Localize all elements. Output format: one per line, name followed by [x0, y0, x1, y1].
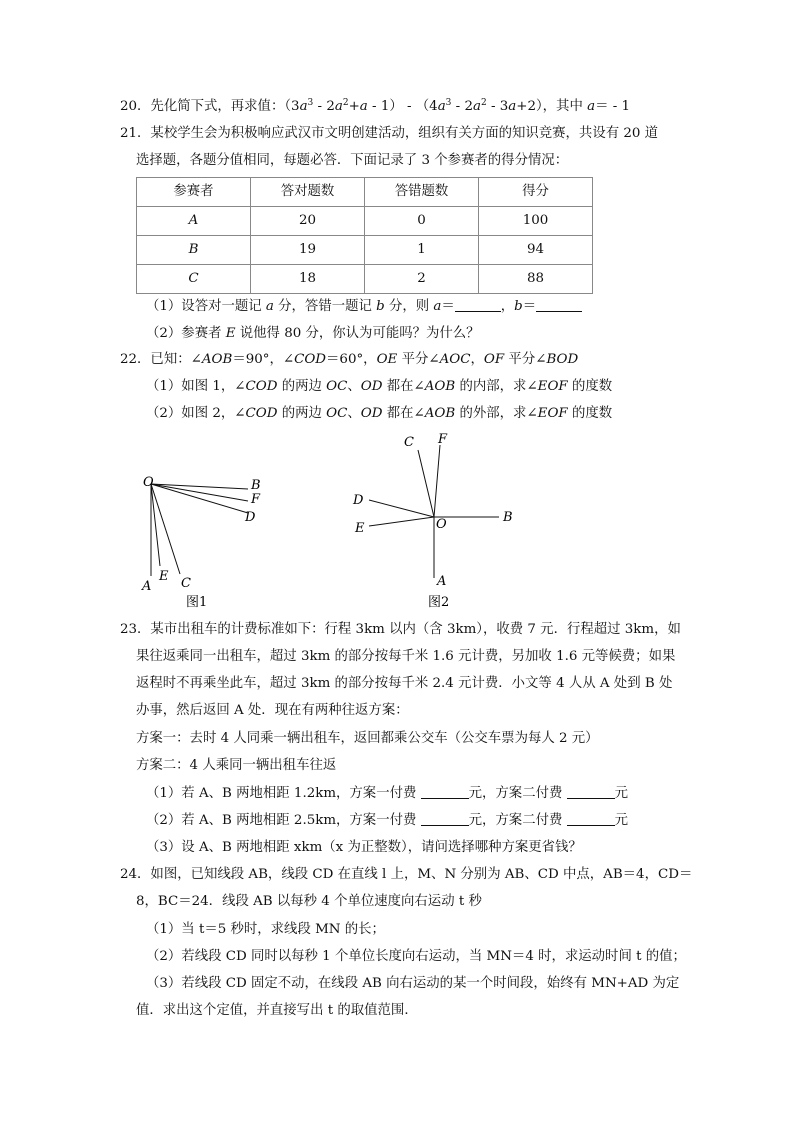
q24-line1: 24．如图，已知线段 AB，线段 CD 在直线 l 上，M、N 分别为 AB、CD 中点，AB＝4，CD＝: [120, 867, 693, 882]
q23-line1: 23．某市出租车的计费标准如下：行程 3km 以内（含 3km），收费 7 元．行程超过 3km，如: [120, 622, 681, 637]
fig2-label-d: D: [353, 493, 364, 508]
q23-plan2: 方案二：4 人乘同一辆出租车往返: [136, 758, 337, 773]
ray-oe-2: [369, 517, 434, 526]
fig1-label-c: C: [181, 576, 191, 591]
fig2-caption: 图2: [428, 595, 450, 610]
fig1-label-o: O: [143, 475, 154, 490]
q24-line2: 8，BC＝24．线段 AB 以每秒 4 个单位速度向右运动 t 秒: [136, 894, 482, 909]
ray-of-2: [434, 445, 440, 517]
q24-part3: （3）若线段 CD 固定不动，在线段 AB 向右运动的某一个时间段，始终有 MN+AD 为定: [146, 976, 680, 991]
q21-line2: 选择题，各题分值相同，每题必答．下面记录了 3 个参赛者的得分情况：: [136, 153, 569, 168]
table-cell: C: [137, 265, 251, 294]
ray-oe: [151, 484, 160, 566]
table-cell: 0: [365, 207, 479, 236]
fig1-caption: 图1: [186, 595, 208, 610]
q23-part2: （2）若 A、B 两地相距 2.5km，方案一付费 元，方案二付费 元: [146, 813, 629, 828]
table-cell: 1: [365, 236, 479, 265]
q22-line1: 22．已知：∠AOB＝90°，∠COD＝60°，OE 平分∠AOC，OF 平分∠BOD: [120, 352, 579, 367]
table-cell: 20: [251, 207, 365, 236]
table-cell: 94: [479, 236, 593, 265]
q20-line: 20．先化简下式，再求值：$(3a^3 - 2a^2+a - 1) - (4a^3 - 2a^2 - 3a+2)$，其中 a＝ - 1: [120, 98, 631, 114]
ray-od-2: [369, 500, 434, 517]
table-cell: 18: [251, 265, 365, 294]
table-cell: 2: [365, 265, 479, 294]
q21-part2: （2）参赛者 E 说他得 80 分，你认为可能吗？为什么？: [146, 326, 480, 341]
q23-line3: 返程时不再乘坐此车，超过 3km 的部分按每千米 2.4 元计费．小文等 4 人从 A 处到 B 处: [136, 676, 673, 691]
table-cell: 19: [251, 236, 365, 265]
ray-oc: [151, 484, 180, 574]
q21-part1: （1）设答对一题记 a 分，答错一题记 b 分，则 a＝ ，b＝: [146, 298, 582, 316]
fig2-label-a: A: [437, 574, 447, 589]
fig2-label-f: F: [438, 432, 448, 447]
q24-part2: （2）若线段 CD 同时以每秒 1 个单位长度向右运动，当 MN＝4 时，求运动时间 t 的值；: [146, 949, 686, 964]
fig2-label-c: C: [404, 435, 414, 450]
fig1-label-e: E: [159, 569, 169, 584]
q23-part3: （3）设 A、B 两地相距 xkm（x 为正整数），请问选择哪种方案更省钱？: [146, 840, 582, 855]
fig2-label-b: B: [503, 510, 513, 525]
table-header-cell: 得分: [479, 178, 593, 207]
fig1-label-a: A: [142, 579, 152, 594]
fig1-label-f: F: [251, 492, 261, 507]
figure-1: [151, 484, 248, 576]
q23-line4: 办事，然后返回 A 处．现在有两种往返方案：: [136, 703, 409, 718]
q24-part3-cont: 值．求出这个定值，并直接写出 t 的取值范围．: [136, 1003, 418, 1018]
answer-blank-plan1-q2[interactable]: [421, 813, 469, 826]
ray-oc-2: [418, 450, 434, 517]
fig2-label-e: E: [355, 521, 365, 536]
q24-part1: （1）当 t＝5 秒时，求线段 MN 的长；: [146, 922, 385, 937]
table-cell: 100: [479, 207, 593, 236]
fig1-label-d: D: [245, 510, 256, 525]
figure-2: [369, 445, 499, 578]
q23-line2: 果往返乘同一出租车，超过 3km 的部分按每千米 1.6 元计费，另加收 1.6 元等候费；如果: [136, 649, 676, 664]
q23-part1: （1）若 A、B 两地相距 1.2km，方案一付费 元，方案二付费 元: [146, 786, 629, 801]
answer-blank-plan2-q1[interactable]: [567, 786, 615, 799]
table-header-cell: 答错题数: [365, 178, 479, 207]
fig1-label-b: B: [251, 478, 261, 493]
q22-part2: （2）如图 2，∠COD 的两边 OC、OD 都在∠AOB 的外部，求∠EOF 的度数: [146, 406, 613, 421]
answer-blank-plan2-q2[interactable]: [567, 813, 615, 826]
q21-line1: 21．某校学生会为积极响应武汉市文明创建活动，组织有关方面的知识竞赛，共设有 20 道: [120, 126, 659, 141]
q22-part1: （1）如图 1，∠COD 的两边 OC、OD 都在∠AOB 的内部，求∠EOF 的度数: [146, 379, 613, 394]
table-cell: B: [137, 236, 251, 265]
table-cell: 88: [479, 265, 593, 294]
table-header-cell: 答对题数: [251, 178, 365, 207]
fig2-label-o: O: [436, 517, 447, 532]
table-header-cell: 参赛者: [137, 178, 251, 207]
answer-blank-plan1-q1[interactable]: [421, 786, 469, 799]
table-cell: A: [137, 207, 251, 236]
q23-plan1: 方案一：去时 4 人同乘一辆出租车，返回都乘公交车（公交车票为每人 2 元）: [136, 731, 599, 746]
